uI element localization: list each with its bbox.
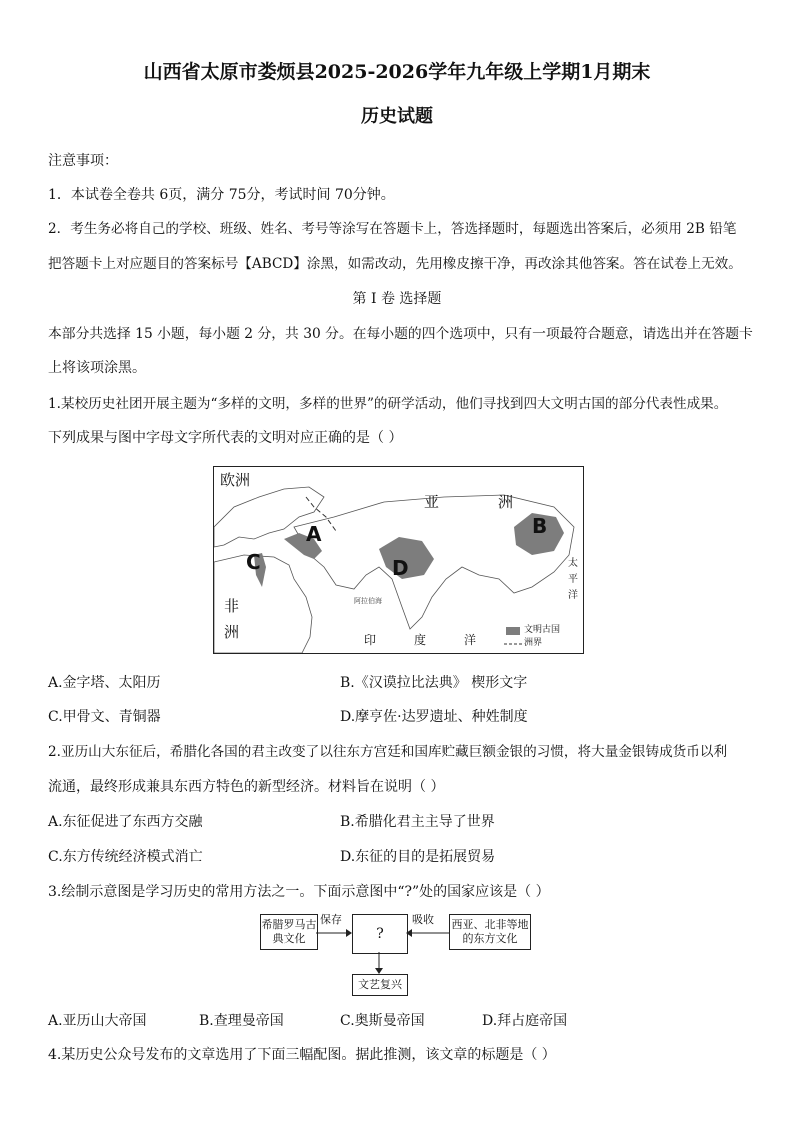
notice-item-2-line-2: 把答题卡上对应题目的答案标号【ABCD】涂黑，如需改动，先用橡皮擦干净，再改涂其他答案。答在试卷上无效。 — [48, 256, 742, 272]
arrow-renaissance — [374, 952, 384, 974]
arrow-absorb-label: 吸收 — [412, 913, 434, 926]
q2-option-d: D.东征的目的是拓展贸易 — [340, 849, 496, 865]
page-subtitle: 历史试题 — [361, 106, 433, 127]
arrow-absorb — [406, 928, 449, 938]
q2-option-c: C.东方传统经济模式消亡 — [48, 849, 203, 865]
marker-d: D — [392, 556, 409, 580]
q1-option-a: A.金字塔、太阳历 — [48, 675, 161, 691]
label-africa-1: 非 — [224, 597, 240, 615]
marker-a: A — [306, 522, 322, 546]
q3-option-a: A.亚历山大帝国 — [48, 1013, 147, 1029]
q1-stem-line-2: 下列成果与图中字母文字所代表的文明对应正确的是（ ） — [48, 430, 403, 446]
q1-option-d: D.摩亨佐·达罗遗址、种姓制度 — [340, 709, 528, 725]
q2-stem-line-2: 流通，最终形成兼具东西方特色的新型经济。材料旨在说明（ ） — [48, 779, 445, 795]
label-europe: 欧洲 — [220, 471, 251, 489]
legend-civ-swatch — [506, 627, 520, 635]
q2-option-a: A.东征促进了东西方交融 — [48, 814, 203, 830]
q1-stem-line-1: 1.某校历史社团开展主题为“多样的文明，多样的世界”的研学活动，他们寻找到四大文明古国的部分代表性成果。 — [48, 396, 728, 412]
label-asia-1: 亚 — [424, 493, 440, 511]
legend-border-symbol — [504, 641, 522, 647]
arrow-preserve — [316, 928, 352, 938]
label-pacific-3: 洋 — [568, 590, 578, 601]
section-intro-line-1: 本部分共选择 15 小题，每小题 2 分，共 30 分。在每小题的四个选项中，只有一项最符合题意，请选出并在答题卡 — [48, 326, 753, 342]
arrow-preserve-label: 保存 — [320, 913, 342, 926]
label-pacific-1: 太 — [568, 558, 578, 569]
civilizations-map — [213, 466, 584, 654]
notice-heading: 注意事项： — [48, 153, 118, 169]
diagram-box-classical: 希腊罗马古典文化 — [260, 914, 318, 950]
diagram-box-question: ? — [352, 914, 408, 954]
q3-option-b: B.查理曼帝国 — [199, 1013, 284, 1029]
label-asia-2: 洲 — [498, 493, 514, 511]
diagram-box-renaissance: 文艺复兴 — [352, 974, 408, 996]
legend-border-label: 洲界 — [524, 638, 543, 648]
q1-option-c: C.甲骨文、青铜器 — [48, 709, 161, 725]
label-ocean-1: 印 — [364, 633, 377, 647]
q4-stem: 4.某历史公众号发布的文章选用了下面三幅配图。据此推测，该文章的标题是（ ） — [48, 1047, 556, 1063]
q2-stem-line-1: 2.亚历山大东征后，希腊化各国的君主改变了以往东方宫廷和国库贮藏巨额金银的习惯，将大量金银铸成货币以利 — [48, 744, 728, 760]
diagram-box-eastern: 西亚、北非等地的东方文化 — [449, 914, 531, 950]
label-pacific-2: 平 — [568, 574, 578, 585]
section-title: 第 I 卷 选择题 — [352, 291, 442, 307]
legend-civ-label: 文明古国 — [524, 625, 561, 635]
map-legend — [502, 623, 580, 651]
notice-item-2-line-1: 2．考生务必将自己的学校、班级、姓名、考号等涂写在答题卡上，答选择题时，每题选出答案后，必须用 2B 铅笔 — [48, 221, 737, 237]
label-africa-2: 洲 — [224, 623, 240, 641]
label-ocean-3: 洋 — [464, 633, 477, 647]
page-title: 山西省太原市娄烦县2025-2026学年九年级上学期1月期末 — [143, 61, 651, 83]
q1-option-b: B.《汉谟拉比法典》 楔形文字 — [340, 675, 528, 691]
label-ocean-2: 度 — [414, 633, 427, 647]
marker-b: B — [532, 514, 548, 538]
q3-option-d: D.拜占庭帝国 — [482, 1013, 568, 1029]
q3-option-c: C.奥斯曼帝国 — [340, 1013, 425, 1029]
notice-item-1: 1．本试卷全卷共 6页，满分 75分，考试时间 70分钟。 — [48, 187, 395, 203]
q3-stem: 3.绘制示意图是学习历史的常用方法之一。下面示意图中“?”处的国家应该是（ ） — [48, 884, 550, 900]
label-arabian-sea: 阿拉伯海 — [354, 597, 382, 605]
marker-c: C — [246, 550, 261, 574]
section-intro-line-2: 上将该项涂黑。 — [48, 360, 146, 376]
q2-option-b: B.希腊化君主主导了世界 — [340, 814, 495, 830]
